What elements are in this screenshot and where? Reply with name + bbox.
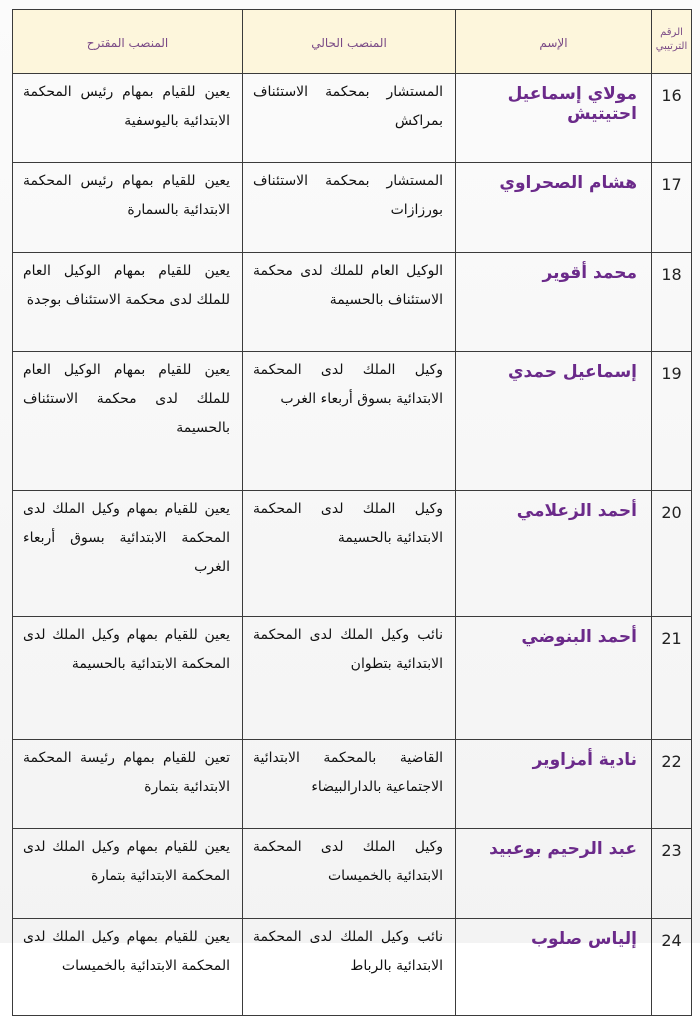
- table-header-row: [13, 10, 692, 74]
- row-current-position: القاضية بالمحكمة الابتدائية الاجتماعية بالدارالبيضاء: [243, 740, 456, 829]
- row-number: 23: [652, 829, 692, 919]
- header-number: الرقم الترتيبي: [652, 10, 692, 74]
- row-proposed-position: يعين للقيام بمهام الوكيل العام للملك لدى محكمة الاستئناف بالحسيمة: [13, 352, 243, 491]
- row-name: هشام الصحراوي: [456, 163, 652, 253]
- row-number: 18: [652, 253, 692, 352]
- row-name: أحمد البنوضي: [456, 617, 652, 740]
- row-name: محمد أقوير: [456, 253, 652, 352]
- row-number: 19: [652, 352, 692, 491]
- row-current-position: وكيل الملك لدى المحكمة الابتدائية بالخميسات: [243, 829, 456, 919]
- table-row: [13, 617, 692, 740]
- row-proposed-position: تعين للقيام بمهام رئيسة المحكمة الابتدائية بتمارة: [13, 740, 243, 829]
- row-current-position: الوكيل العام للملك لدى محكمة الاستئناف بالحسيمة: [243, 253, 456, 352]
- row-current-position: نائب وكيل الملك لدى المحكمة الابتدائية بتطوان: [243, 617, 456, 740]
- table-row: [13, 253, 692, 352]
- row-proposed-position: يعين للقيام بمهام رئيس المحكمة الابتدائية باليوسفية: [13, 74, 243, 163]
- row-current-position: المستشار بمحكمة الاستئناف بمراكش: [243, 74, 456, 163]
- row-name: إلياس صلوب: [456, 919, 652, 1016]
- row-proposed-position: يعين للقيام بمهام الوكيل العام للملك لدى محكمة الاستئناف بوجدة: [13, 253, 243, 352]
- row-number: 21: [652, 617, 692, 740]
- row-name: عبد الرحيم بوعبيد: [456, 829, 652, 919]
- row-proposed-position: يعين للقيام بمهام وكيل الملك لدى المحكمة الابتدائية بسوق أربعاء الغرب: [13, 491, 243, 617]
- row-current-position: وكيل الملك لدى المحكمة الابتدائية بالحسيمة: [243, 491, 456, 617]
- table-row: [13, 74, 692, 163]
- header-current-position: المنصب الحالي: [243, 10, 456, 74]
- header-proposed-position: المنصب المقترح: [13, 10, 243, 74]
- row-current-position: المستشار بمحكمة الاستئناف بورزازات: [243, 163, 456, 253]
- row-number: 22: [652, 740, 692, 829]
- row-proposed-position: يعين للقيام بمهام وكيل الملك لدى المحكمة الابتدائية بالخميسات: [13, 919, 243, 1016]
- row-number: 24: [652, 919, 692, 1016]
- table-row: [13, 919, 692, 1016]
- row-number: 16: [652, 74, 692, 163]
- row-current-position: وكيل الملك لدى المحكمة الابتدائية بسوق أربعاء الغرب: [243, 352, 456, 491]
- row-name: إسماعيل حمدي: [456, 352, 652, 491]
- row-name: أحمد الزعلامي: [456, 491, 652, 617]
- row-name: مولاي إسماعيل احتيتيش: [456, 74, 652, 163]
- row-current-position: نائب وكيل الملك لدى المحكمة الابتدائية بالرباط: [243, 919, 456, 1016]
- row-number: 20: [652, 491, 692, 617]
- table-row: [13, 491, 692, 617]
- table-row: [13, 163, 692, 253]
- table-row: [13, 352, 692, 491]
- row-proposed-position: يعين للقيام بمهام وكيل الملك لدى المحكمة الابتدائية بتمارة: [13, 829, 243, 919]
- row-name: نادية أمزاوير: [456, 740, 652, 829]
- appointments-table: [12, 9, 692, 1016]
- table-row: [13, 740, 692, 829]
- row-number: 17: [652, 163, 692, 253]
- header-name: الإسم: [456, 10, 652, 74]
- row-proposed-position: يعين للقيام بمهام وكيل الملك لدى المحكمة الابتدائية بالحسيمة: [13, 617, 243, 740]
- table-row: [13, 829, 692, 919]
- row-proposed-position: يعين للقيام بمهام رئيس المحكمة الابتدائية بالسمارة: [13, 163, 243, 253]
